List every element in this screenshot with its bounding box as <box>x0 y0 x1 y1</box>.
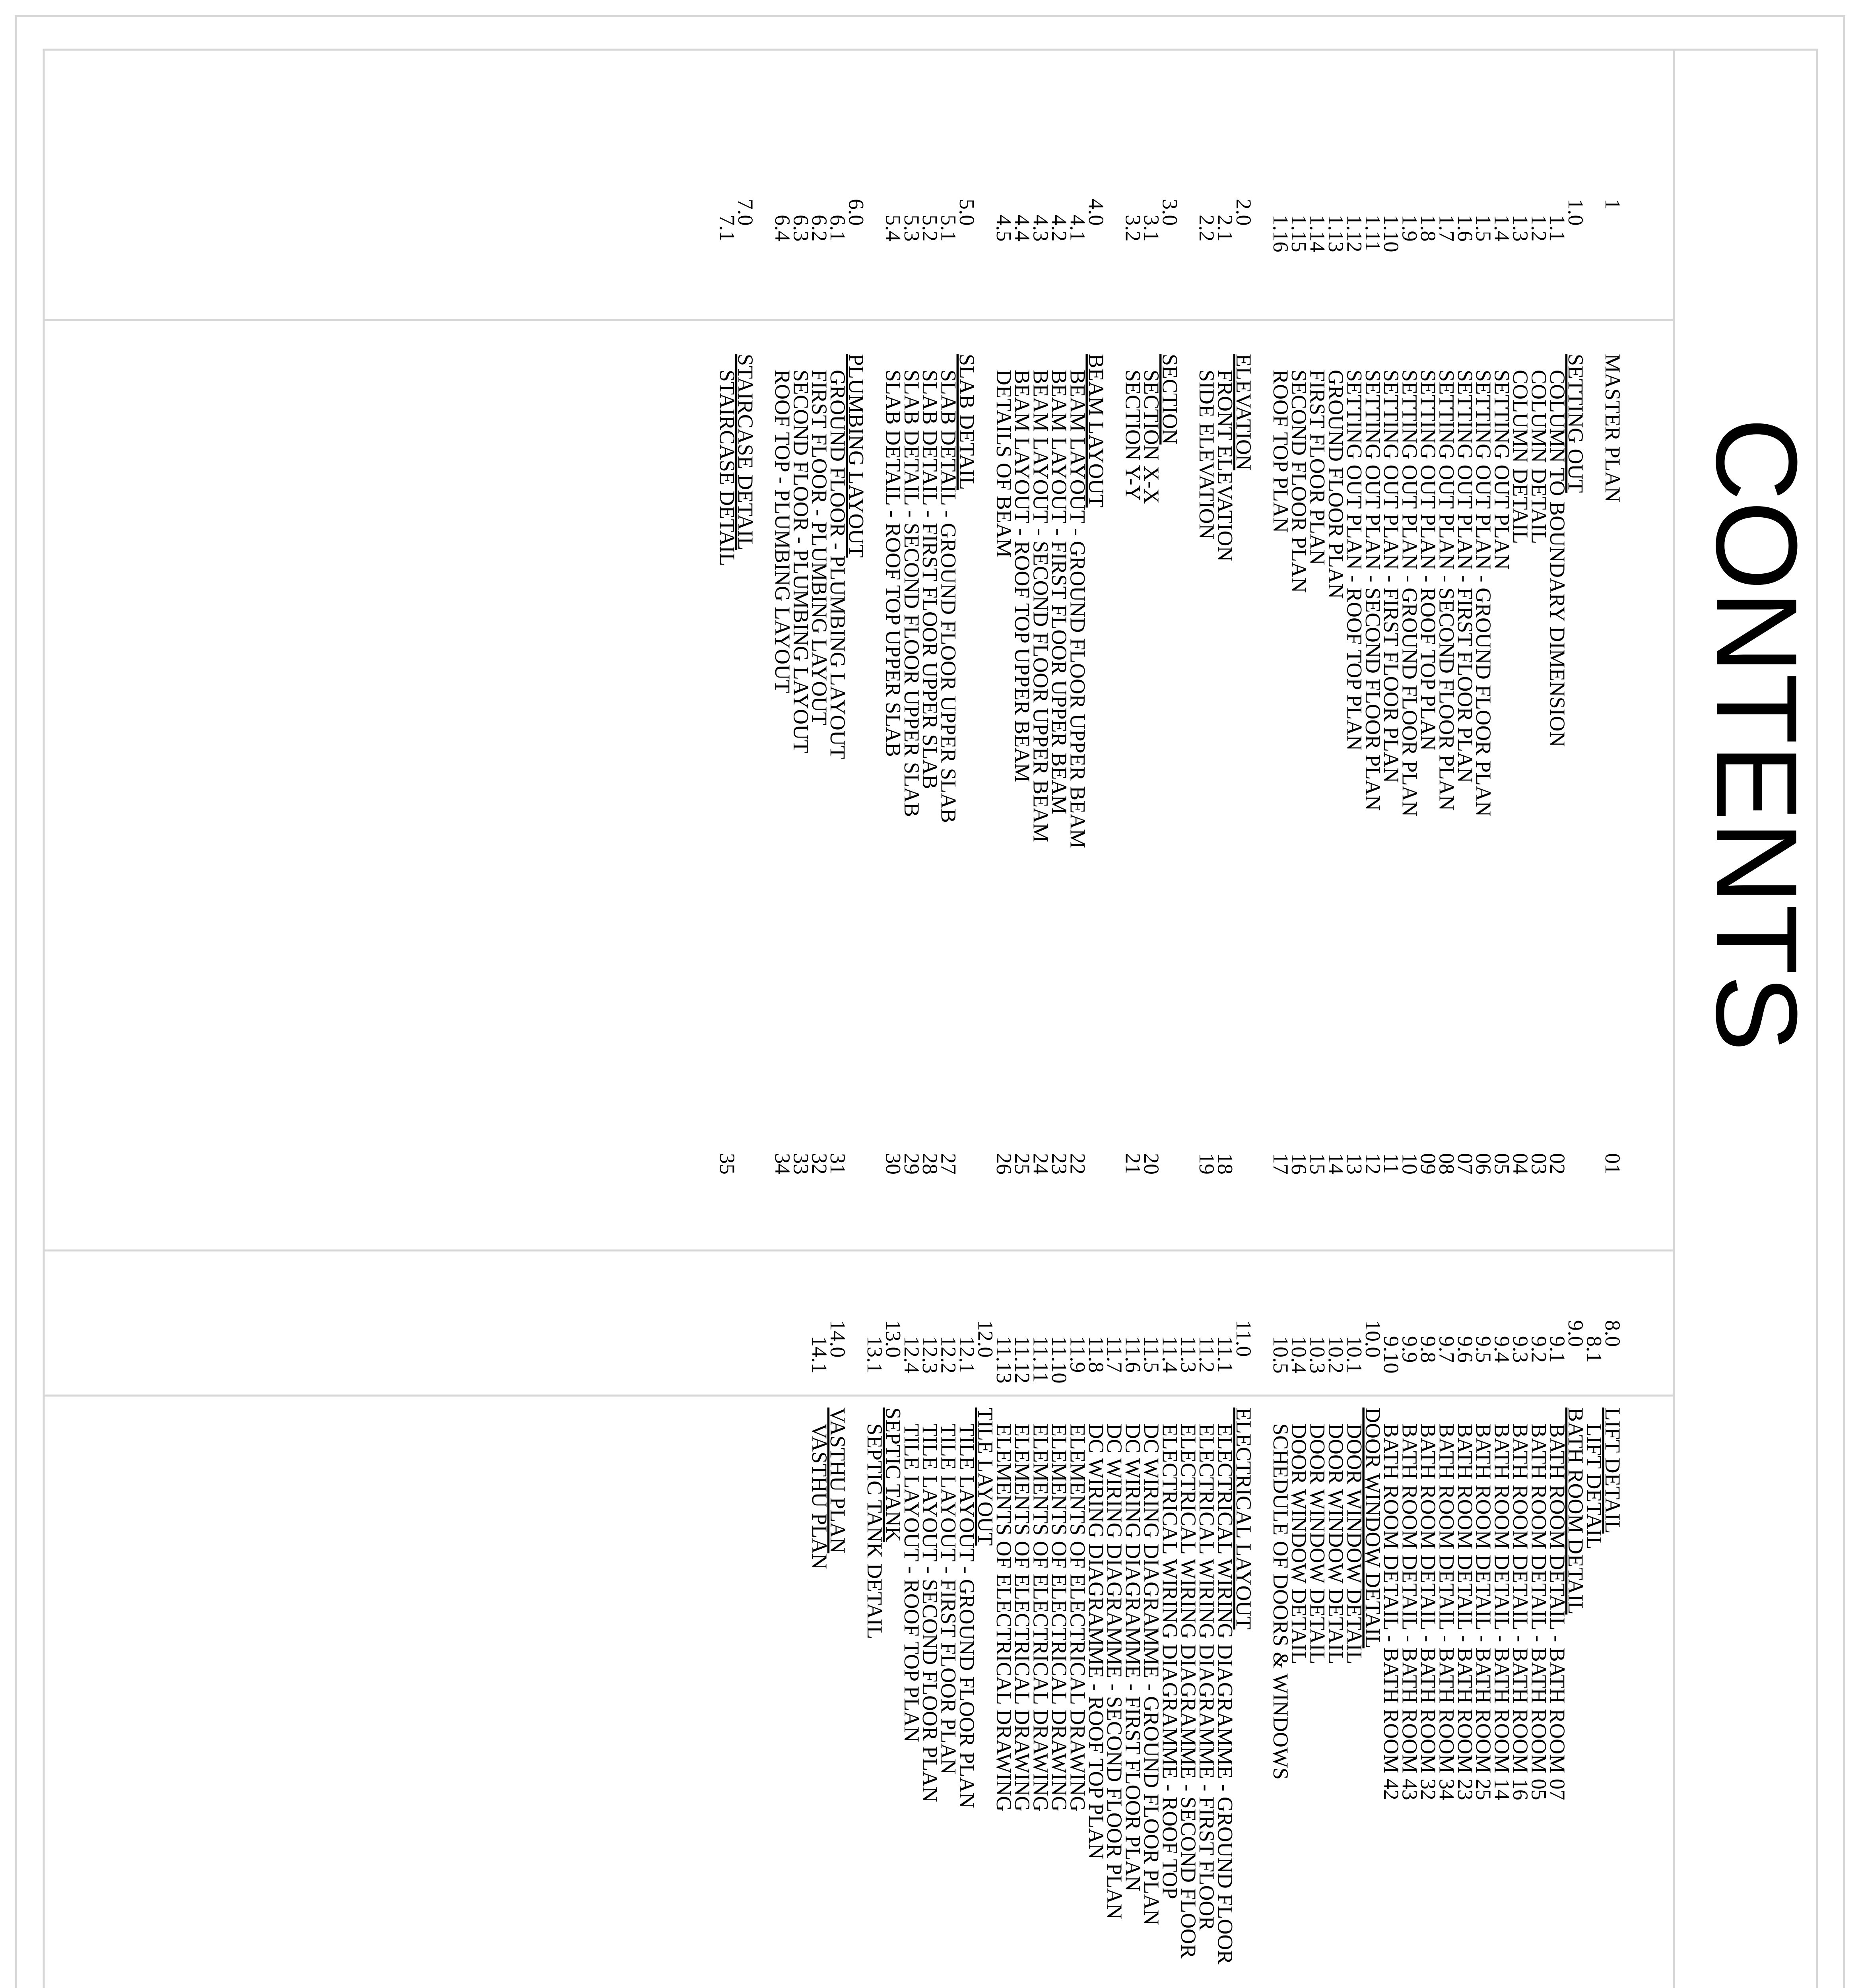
entry-number: 9.3 <box>1509 1336 1532 1363</box>
entry-page-number: 05 <box>1490 1153 1514 1175</box>
entry-number: 11.5 <box>1140 1336 1163 1373</box>
entry-page-number: 25 <box>1010 1153 1035 1175</box>
entry-number: 11.10 <box>1047 1336 1071 1384</box>
entry-number: 11.11 <box>1029 1336 1053 1383</box>
entry-title[interactable]: ROOF TOP - PLUMBING LAYOUT <box>771 370 794 693</box>
entry-number: 10.1 <box>1342 1336 1367 1374</box>
entry-page-number: 16 <box>1287 1153 1311 1175</box>
entry-number: 1.5 <box>1472 215 1496 242</box>
entry-number: 11.1 <box>1213 1336 1237 1373</box>
entry-title[interactable]: LIFT DETAIL <box>1582 1423 1606 1550</box>
entry-title[interactable]: SLAB DETAIL - FIRST FLOOR UPPER SLAB <box>918 370 942 789</box>
entry-title[interactable]: SECTION Y-Y <box>1121 370 1145 501</box>
entry-title[interactable]: SEPTIC TANK DETAIL <box>863 1423 887 1639</box>
entry-title[interactable]: VASTHU PLAN <box>807 1423 831 1569</box>
entry-page-number: 33 <box>789 1153 813 1175</box>
page-title: CONTENTS <box>1692 417 1821 1052</box>
entry-number: 11.8 <box>1084 1336 1108 1373</box>
section-title[interactable]: STAIRCASE DETAIL <box>734 354 758 550</box>
entry-number: 10.3 <box>1305 1336 1330 1374</box>
section-title[interactable]: TILE LAYOUT <box>973 1408 998 1546</box>
entry-title[interactable]: BATH ROOM DETAIL - BATH ROOM 14 <box>1490 1423 1514 1800</box>
entry-page-number: 03 <box>1527 1153 1551 1175</box>
entry-page-number: 12 <box>1361 1153 1385 1175</box>
entry-title[interactable]: BEAM LAYOUT - GROUND FLOOR UPPER BEAM <box>1066 370 1090 848</box>
entry-title[interactable]: ELECTRICAL WIRING DIAGRAMME - FIRST FLOOR <box>1195 1423 1219 1931</box>
entry-number: 5.4 <box>881 215 905 242</box>
entry-title[interactable]: TILE LAYOUT - SECOND FLOOR PLAN <box>918 1423 942 1802</box>
entry-title[interactable]: BATH ROOM DETAIL - BATH ROOM 43 <box>1398 1423 1422 1800</box>
entry-title[interactable]: ELEMENTS OF ELECTRICAL DRAWING <box>1010 1423 1035 1812</box>
entry-number: 11.6 <box>1121 1336 1145 1373</box>
entry-title[interactable]: GROUND FLOOR - PLUMBING LAYOUT <box>826 370 850 759</box>
entry-number: 1.14 <box>1305 215 1330 252</box>
entry-page-number: 04 <box>1509 1153 1532 1175</box>
entry-title[interactable]: SECOND FLOOR PLAN <box>1287 370 1311 593</box>
entry-number: 4.1 <box>1066 215 1090 242</box>
entry-page-number: 20 <box>1140 1153 1163 1175</box>
entry-number: 9.8 <box>1416 1336 1440 1363</box>
entry-number: 9.10 <box>1379 1336 1404 1374</box>
entry-page-number: 30 <box>881 1153 905 1175</box>
section-title[interactable]: BATH ROOM DETAIL <box>1564 1408 1588 1615</box>
entry-title[interactable]: SETTING OUT PLAN - FIRST FLOOR PLAN <box>1379 370 1404 783</box>
entry-number: 14.1 <box>807 1336 831 1374</box>
section-number: 7.0 <box>734 199 758 226</box>
entry-number: 9.5 <box>1472 1336 1496 1363</box>
entry-title[interactable]: SETTING OUT PLAN - SECOND FLOOR PLAN <box>1361 370 1385 811</box>
entry-title[interactable]: SLAB DETAIL - GROUND FLOOR UPPER SLAB <box>936 370 961 823</box>
entry-title[interactable]: BEAM LAYOUT - FIRST FLOOR UPPER BEAM <box>1047 370 1071 815</box>
entry-number: 1.12 <box>1342 215 1367 252</box>
entry-number: 5.2 <box>918 215 942 242</box>
entry-page-number: 02 <box>1545 1153 1569 1175</box>
section-number: 13.0 <box>881 1320 905 1358</box>
entry-page-number: 21 <box>1121 1153 1145 1175</box>
entry-title[interactable]: ELECTRICAL WIRING DIAGRAMME - GROUND FLOOR <box>1213 1423 1237 1965</box>
section-number: 10.0 <box>1361 1320 1385 1358</box>
entry-title[interactable]: BATH ROOM DETAIL - BATH ROOM 07 <box>1545 1423 1569 1800</box>
entry-title[interactable]: ELEMENTS OF ELECTRICAL DRAWING <box>1066 1423 1090 1812</box>
entry-number: 3.2 <box>1121 215 1145 242</box>
entry-number: 2.2 <box>1195 215 1219 242</box>
entry-page-number: 18 <box>1213 1153 1237 1175</box>
entry-title[interactable]: ELEMENTS OF ELECTRICAL DRAWING <box>1047 1423 1071 1812</box>
section-number: 14.0 <box>826 1320 850 1358</box>
entry-title[interactable]: SETTING OUT PLAN - ROOF TOP PLAN <box>1416 370 1440 751</box>
entry-number: 1.3 <box>1509 215 1532 242</box>
entry-title[interactable]: SETTING OUT PLAN - SECOND FLOOR PLAN <box>1435 370 1459 811</box>
entry-number: 10.4 <box>1287 1336 1311 1374</box>
entry-title[interactable]: ELEMENTS OF ELECTRICAL DRAWING <box>992 1423 1016 1812</box>
entry-number: 1.16 <box>1268 215 1293 252</box>
entry-number: 1.4 <box>1490 215 1514 242</box>
entry-number: 12.4 <box>899 1336 924 1374</box>
entry-page-number: 15 <box>1305 1153 1330 1175</box>
entry-page-number: 31 <box>826 1153 850 1175</box>
entry-number: 5.1 <box>936 215 961 242</box>
entry-number: 11.3 <box>1176 1336 1200 1373</box>
entry-title[interactable]: DC WIRING DIAGRAMME - FIRST FLOOR PLAN <box>1121 1423 1145 1892</box>
entry-title[interactable]: DETAILS OF BEAM <box>992 370 1016 558</box>
entry-title[interactable]: DOOR WINDOW DETAIL <box>1287 1423 1311 1664</box>
entry-page-number: 07 <box>1453 1153 1477 1175</box>
entry-number: 11.4 <box>1158 1336 1182 1373</box>
entry-page-number: 13 <box>1342 1153 1367 1175</box>
entry-page-number: 14 <box>1324 1153 1348 1175</box>
entry-page-number: 08 <box>1435 1153 1459 1175</box>
entry-number: 12.2 <box>936 1336 961 1374</box>
entry-page-number: 22 <box>1066 1153 1090 1175</box>
entry-number: 12.3 <box>918 1336 942 1374</box>
entry-title[interactable]: BATH ROOM DETAIL - BATH ROOM 32 <box>1416 1423 1440 1800</box>
entry-page-number: 24 <box>1029 1153 1053 1175</box>
entry-number: 1.6 <box>1453 215 1477 242</box>
entry-title[interactable]: TILE LAYOUT - FIRST FLOOR PLAN <box>936 1423 961 1774</box>
entry-title[interactable]: ELECTRICAL WIRING DIAGRAMME - SECOND FLOOR <box>1176 1423 1200 1959</box>
section-number: 1.0 <box>1564 199 1588 226</box>
entry-page-number: 34 <box>771 1153 794 1175</box>
entry-number: 11.12 <box>1010 1336 1035 1384</box>
entry-title[interactable]: BATH ROOM DETAIL - BATH ROOM 05 <box>1527 1423 1551 1800</box>
entry-page-number: 28 <box>918 1153 942 1175</box>
section-number: 2.0 <box>1232 199 1256 226</box>
section-number: 11.0 <box>1232 1320 1256 1357</box>
entry-number: 9.1 <box>1545 1336 1569 1363</box>
entry-page-number: 27 <box>936 1153 961 1175</box>
entry-number: 13.1 <box>863 1336 887 1374</box>
section-number: 8.0 <box>1601 1320 1625 1347</box>
entry-number: 4.2 <box>1047 215 1071 242</box>
entry-title[interactable]: TILE LAYOUT - ROOF TOP PLAN <box>899 1423 924 1742</box>
entry-number: 1.7 <box>1435 215 1459 242</box>
entry-title[interactable]: ELEMENTS OF ELECTRICAL DRAWING <box>1029 1423 1053 1812</box>
section-title[interactable]: SLAB DETAIL <box>955 354 979 490</box>
section-title[interactable]: ELEVATION <box>1232 354 1256 470</box>
entry-number: 11.9 <box>1066 1336 1090 1373</box>
entry-title[interactable]: BEAM LAYOUT - ROOF TOP UPPER BEAM <box>1010 370 1035 782</box>
section-number: 12.0 <box>973 1320 998 1358</box>
entry-number: 1.10 <box>1379 215 1404 252</box>
entry-number: 11.13 <box>992 1336 1016 1384</box>
entry-number: 1.15 <box>1287 215 1311 252</box>
section-title[interactable]: VASTHU PLAN <box>826 1408 850 1553</box>
section-number: 3.0 <box>1158 199 1182 226</box>
entry-number: 1.13 <box>1324 215 1348 252</box>
section-title[interactable]: SECTION <box>1158 354 1182 445</box>
entry-number: 11.2 <box>1195 1336 1219 1373</box>
entry-number: 4.4 <box>1010 215 1035 242</box>
entry-number: 9.9 <box>1398 1336 1422 1363</box>
section-title[interactable]: MASTER PLAN <box>1601 354 1625 503</box>
section-title[interactable]: LIFT DETAIL <box>1601 1408 1625 1534</box>
section-number: 4.0 <box>1084 199 1108 226</box>
entry-title[interactable]: COLUMN DETAIL <box>1527 370 1551 544</box>
entry-page-number: 35 <box>715 1153 739 1175</box>
entry-title[interactable]: COLUMN DETAIL <box>1509 370 1532 544</box>
section-number: 1 <box>1601 199 1625 210</box>
entry-title[interactable]: FRONT ELEVATION <box>1213 370 1237 562</box>
section-number: 6.0 <box>844 199 868 226</box>
entry-title[interactable]: TILE LAYOUT - GROUND FLOOR PLAN <box>955 1423 979 1808</box>
entry-page-number: 32 <box>807 1153 831 1175</box>
entry-title[interactable]: BATH ROOM DETAIL - BATH ROOM 42 <box>1379 1423 1404 1800</box>
section-title[interactable]: SEPTIC TANK <box>881 1408 905 1542</box>
section-number: 9.0 <box>1564 1320 1588 1347</box>
entry-number: 1.1 <box>1545 215 1569 242</box>
entry-title[interactable]: BATH ROOM DETAIL - BATH ROOM 25 <box>1472 1423 1496 1800</box>
entry-number: 6.1 <box>826 215 850 242</box>
entry-number: 4.3 <box>1029 215 1053 242</box>
section-page-number: 01 <box>1601 1153 1625 1175</box>
entry-title[interactable]: BATH ROOM DETAIL - BATH ROOM 16 <box>1509 1423 1532 1800</box>
entry-page-number: 23 <box>1047 1153 1071 1175</box>
entry-title[interactable]: BATH ROOM DETAIL - BATH ROOM 23 <box>1453 1423 1477 1800</box>
entry-title[interactable]: SIDE ELEVATION <box>1195 370 1219 540</box>
entry-page-number: 29 <box>899 1153 924 1175</box>
entry-title[interactable]: SETTING OUT PLAN <box>1490 370 1514 570</box>
entry-page-number: 10 <box>1398 1153 1422 1175</box>
entry-title[interactable]: ROOF TOP PLAN <box>1268 370 1293 533</box>
entry-title[interactable]: DC WIRING DIAGRAMME - ROOF TOP PLAN <box>1084 1423 1108 1860</box>
entry-number: 2.1 <box>1213 215 1237 242</box>
entry-number: 9.2 <box>1527 1336 1551 1363</box>
entry-title[interactable]: SECTION X-X <box>1140 370 1163 504</box>
entry-title[interactable]: SCHEDULE OF DOORS & WINDOWS <box>1268 1423 1293 1780</box>
entry-title[interactable]: SETTING OUT PLAN - GROUND FLOOR PLAN <box>1472 370 1496 817</box>
entry-title[interactable]: ELECTRICAL WIRING DIAGRAMME - ROOF TOP <box>1158 1423 1182 1899</box>
section-title[interactable]: PLUMBING LAYOUT <box>844 354 868 558</box>
section-title[interactable]: SETTING OUT <box>1564 354 1588 493</box>
entry-number: 6.4 <box>771 215 794 242</box>
entry-title[interactable]: SETTING OUT PLAN - ROOF TOP PLAN <box>1342 370 1367 751</box>
entry-number: 10.5 <box>1268 1336 1293 1374</box>
entry-title[interactable]: DC WIRING DIAGRAMME - GROUND FLOOR PLAN <box>1140 1423 1163 1926</box>
entry-title[interactable]: DOOR WINDOW DETAIL <box>1305 1423 1330 1664</box>
entry-title[interactable]: SETTING OUT PLAN - FIRST FLOOR PLAN <box>1453 370 1477 783</box>
entry-title[interactable]: FIRST FLOOR PLAN <box>1305 370 1330 565</box>
entry-number: 6.3 <box>789 215 813 242</box>
entry-number: 1.11 <box>1361 215 1385 252</box>
entry-number: 1.9 <box>1398 215 1422 242</box>
section-title[interactable]: BEAM LAYOUT <box>1084 354 1108 508</box>
entry-page-number: 17 <box>1268 1153 1293 1175</box>
entry-page-number: 19 <box>1195 1153 1219 1175</box>
entry-page-number: 09 <box>1416 1153 1440 1175</box>
entry-title[interactable]: SETTING OUT PLAN - GROUND FLOOR PLAN <box>1398 370 1422 817</box>
entry-title[interactable]: BEAM LAYOUT - SECOND FLOOR UPPER BEAM <box>1029 370 1053 843</box>
entry-number: 9.7 <box>1435 1336 1459 1363</box>
section-number: 5.0 <box>955 199 979 226</box>
entry-number: 1.8 <box>1416 215 1440 242</box>
entry-number: 9.4 <box>1490 1336 1514 1363</box>
entry-title[interactable]: FIRST FLOOR - PLUMBING LAYOUT <box>807 370 831 726</box>
entry-title[interactable]: DOOR WINDOW DETAIL <box>1342 1423 1367 1664</box>
entry-title[interactable]: GROUND FLOOR PLAN <box>1324 370 1348 599</box>
entry-title[interactable]: DOOR WINDOW DETAIL <box>1324 1423 1348 1664</box>
entry-title[interactable]: COLUMN TO BOUNDARY DIMENSION <box>1545 370 1569 747</box>
section-title[interactable]: DOOR WINDOW DETAIL <box>1361 1408 1385 1648</box>
entry-number: 6.2 <box>807 215 831 242</box>
entry-title[interactable]: DC WIRING DIAGRAMME - SECOND FLOOR PLAN <box>1103 1423 1127 1920</box>
entry-page-number: 06 <box>1472 1153 1496 1175</box>
entry-number: 5.3 <box>899 215 924 242</box>
entry-number: 10.2 <box>1324 1336 1348 1374</box>
entry-title[interactable]: STAIRCASE DETAIL <box>715 370 739 566</box>
entry-page-number: 26 <box>992 1153 1016 1175</box>
entry-number: 8.1 <box>1582 1336 1606 1363</box>
entry-number: 9.6 <box>1453 1336 1477 1363</box>
entry-title[interactable]: SECOND FLOOR - PLUMBING LAYOUT <box>789 370 813 753</box>
entry-number: 3.1 <box>1140 215 1163 242</box>
entry-page-number: 11 <box>1379 1153 1404 1174</box>
section-title[interactable]: ELECTRICAL LAYOUT <box>1232 1408 1256 1630</box>
entry-number: 7.1 <box>715 215 739 242</box>
entry-number: 11.7 <box>1103 1336 1127 1373</box>
entry-title[interactable]: SLAB DETAIL - ROOF TOP UPPER SLAB <box>881 370 905 757</box>
entry-title[interactable]: BATH ROOM DETAIL - BATH ROOM 34 <box>1435 1423 1459 1800</box>
entry-number: 4.5 <box>992 215 1016 242</box>
entry-title[interactable]: SLAB DETAIL - SECOND FLOOR UPPER SLAB <box>899 370 924 817</box>
entry-number: 1.2 <box>1527 215 1551 242</box>
entry-number: 12.1 <box>955 1336 979 1374</box>
